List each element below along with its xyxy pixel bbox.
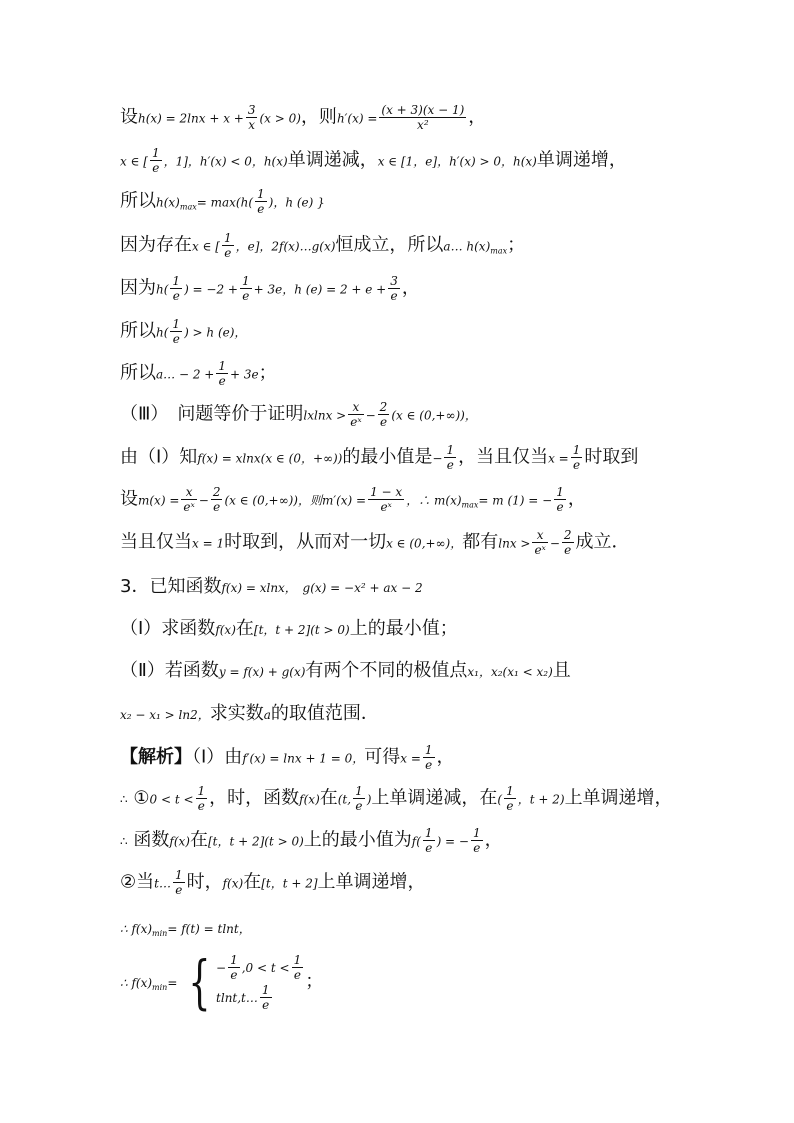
text: 的最小值是: [342, 446, 433, 468]
text: （Ⅱ）若函数: [120, 660, 219, 681]
fraction: $\frac{2}{e}$: [212, 485, 221, 514]
line-20: [120, 917, 251, 939]
line-2: [120, 146, 627, 175]
fraction: $\frac{1}{e}$: [174, 868, 183, 897]
fraction: $\frac{1}{e}$: [172, 317, 181, 346]
line-16-solution: [120, 743, 455, 772]
text: （Ⅲ） 问题等价于证明: [120, 403, 304, 425]
text: 可得: [364, 746, 401, 768]
text: ①: [133, 787, 150, 809]
math: ∴ f(x): [120, 922, 153, 936]
line-14: [120, 660, 571, 682]
math: −: [432, 451, 443, 466]
fraction: $\frac{(x + 3)(x - 1)}{\text{x²}}$: [381, 103, 465, 132]
math: x₁，x₂(x₁ < x₂): [467, 665, 553, 679]
fraction: $\frac{1}{e}$: [223, 231, 232, 260]
math: t…: [154, 876, 171, 891]
text: 在: [243, 871, 262, 893]
math: =: [167, 976, 178, 990]
math: h(x): [156, 195, 180, 210]
text: 设: [120, 488, 138, 510]
line-21-piecewise: [120, 948, 324, 1016]
piecewise-cases: [216, 952, 305, 1012]
text: 当且仅当: [120, 531, 192, 553]
math: f(x) = xlnx(x ∈ (0，+∞)): [197, 451, 343, 466]
text: 因为: [120, 277, 156, 299]
math: −: [549, 536, 560, 551]
math: [t，t + 2]: [261, 876, 318, 891]
text: ，: [468, 106, 487, 128]
text: 上的最小值；: [349, 618, 458, 639]
text: 由（Ⅰ）知: [120, 446, 198, 468]
math: = max(h(: [196, 195, 253, 210]
math: = m (1) = −: [478, 493, 553, 508]
math: a… − 2 +: [156, 367, 215, 382]
math: (x ∈ (0,+∞))，则: [224, 493, 322, 508]
text: 单调递增，: [536, 149, 627, 171]
math: lnx >: [498, 536, 531, 551]
math: + 3e: [229, 367, 259, 382]
text: 因为存在: [120, 234, 192, 256]
math: ∴ f(x): [120, 976, 153, 990]
math: f(x) = xlnx，: [221, 581, 297, 595]
math: = f(t) = tlnt，: [167, 922, 251, 936]
math: ，∴ m(x): [406, 493, 462, 508]
text: ，: [567, 488, 586, 510]
math: ) = −2 +: [184, 282, 238, 297]
subscript: min: [152, 983, 168, 992]
math: m(x) =: [138, 493, 180, 508]
math: −: [198, 493, 209, 508]
fraction: $\frac{3}{x}$: [247, 103, 256, 132]
fraction: $\frac{1}{e}$: [242, 274, 250, 303]
fraction: $\frac{1}{e}$: [506, 784, 514, 813]
math: (x ∈ (0,+∞))，: [391, 408, 477, 423]
math: ，1]，h′(x) < 0，h(x): [163, 154, 288, 169]
math: x ∈ (0,+∞)，: [386, 536, 463, 551]
math: ): [366, 792, 372, 807]
subscript: max: [490, 246, 508, 256]
math: (x > 0): [259, 111, 301, 126]
math: (t,: [337, 792, 352, 807]
math: )，h (e) }: [268, 195, 325, 210]
case-2: tlnt,t… $\frac{1}{e}$: [216, 982, 270, 1012]
fraction: $\frac{x}{\text{eˣ}}$: [183, 485, 195, 514]
math: −: [365, 408, 376, 423]
text: 3．已知函数: [120, 576, 222, 597]
text: （Ⅰ）求函数: [120, 618, 216, 639]
text: 时取到: [584, 446, 639, 468]
text: 恒成立，所以: [335, 234, 444, 256]
text: （Ⅰ）由: [192, 746, 243, 768]
text: 上单调递增，: [564, 787, 673, 809]
fraction: $\frac{1}{e}$: [151, 146, 160, 175]
text: 都有: [462, 531, 499, 553]
text: ；: [258, 362, 277, 384]
line-18: [120, 826, 503, 855]
text: ，则: [300, 106, 337, 128]
line-4: [120, 231, 525, 260]
math: ) > h (e)，: [184, 325, 247, 340]
text: 成立．: [575, 531, 630, 553]
fraction: $\frac{1}{e}$: [218, 359, 226, 388]
text: ②当: [120, 871, 155, 893]
math: 0 < t <: [149, 792, 194, 807]
text: ，: [401, 277, 420, 299]
math: f(x): [169, 834, 190, 849]
fraction: $\frac{1}{e}$: [424, 743, 433, 772]
subscript: min: [152, 929, 168, 938]
fraction: $\frac{1}{e}$: [572, 443, 581, 472]
line-17: [120, 784, 673, 813]
text: 在: [235, 618, 254, 639]
subscript: max: [461, 500, 479, 510]
math: (: [497, 792, 503, 807]
math: ，t + 2): [517, 792, 565, 807]
fraction: $\frac{1}{e}$: [424, 826, 433, 855]
text: 有两个不同的极值点: [305, 660, 468, 681]
line-6: [120, 317, 246, 346]
case-1: − $\frac{1}{e}$ ,0 < t < $\frac{1}{e}$: [216, 952, 302, 982]
fraction: $\frac{1}{e}$: [355, 784, 363, 813]
line-15: [120, 703, 379, 725]
math: + 3e，h (e) = 2 + e +: [253, 282, 387, 297]
math: y = f(x) + g(x): [218, 665, 306, 679]
fraction: $\frac{1}{e}$: [472, 826, 481, 855]
math: x =: [548, 451, 569, 466]
subscript: max: [179, 202, 197, 212]
left-brace: {: [188, 948, 211, 1016]
math: h(: [156, 325, 169, 340]
text: ，: [436, 746, 455, 768]
math: x ∈ [: [120, 154, 148, 169]
math: h(: [156, 282, 169, 297]
math: a: [263, 708, 271, 722]
text: 单调递减，: [287, 149, 378, 171]
text: 时取到，从而对一切: [224, 531, 387, 553]
text: ，当且仅当: [458, 446, 549, 468]
math: a… h(x): [443, 239, 491, 254]
line-7: [120, 359, 277, 388]
text: 的取值范围．: [270, 703, 379, 724]
text: 上单调递减，在: [371, 787, 498, 809]
line-19: [120, 868, 426, 897]
math: f(x): [222, 876, 244, 891]
math: x₂ − x₁ > ln2，: [120, 708, 210, 722]
text: 且: [552, 660, 571, 681]
therefore-symbol: ∴: [120, 834, 128, 849]
math: h(x) = 2lnx + x +: [138, 111, 244, 126]
line-9: [120, 443, 638, 472]
line-8: [120, 400, 477, 429]
math: ，e]，2f(x)…g(x): [235, 239, 336, 254]
math: x ∈ [: [192, 239, 220, 254]
text: 在: [189, 829, 208, 851]
math: x = 1: [192, 536, 225, 551]
text: ，: [484, 829, 503, 851]
text: 上单调递增，: [317, 871, 426, 893]
text: 时，: [186, 871, 223, 893]
text: 在: [319, 787, 338, 809]
line-3: [120, 187, 325, 216]
text: 函数: [133, 829, 170, 851]
line-1: [120, 103, 486, 132]
line-13: [120, 618, 458, 640]
math: ) = −: [436, 834, 469, 849]
text: ；: [305, 971, 324, 992]
math: f(: [411, 834, 421, 849]
line-5: [120, 274, 420, 303]
text: 所以: [120, 320, 156, 342]
text: ，时，函数: [209, 787, 300, 809]
fraction: $\frac{1}{e}$: [197, 784, 206, 813]
math: g(x) = −x² + ax − 2: [302, 581, 423, 595]
fraction: $\frac{x}{\text{eˣ}}$: [534, 528, 546, 557]
fraction: $\frac{1}{e}$: [257, 187, 265, 216]
math: [t，t + 2](t > 0): [253, 623, 350, 637]
fraction: $\frac{x}{\text{eˣ}}$: [350, 400, 362, 429]
math: x ∈ [1，e]，h′(x) > 0，h(x): [377, 154, 537, 169]
math: h′(x) =: [336, 111, 378, 126]
text: 所以: [120, 190, 156, 212]
fraction: $\frac{1 - x}{\text{eˣ}}$: [370, 485, 403, 514]
math: f(x): [299, 792, 320, 807]
line-12-problem-3: [120, 576, 423, 598]
text: 求实数: [209, 703, 264, 724]
fraction: $\frac{2}{e}$: [379, 400, 388, 429]
text: 设: [120, 106, 138, 128]
text: 所以: [120, 362, 156, 384]
math: x =: [400, 751, 421, 766]
fraction: $\frac{2}{e}$: [563, 528, 572, 557]
math: f′(x) = lnx + 1 = 0，: [242, 751, 365, 766]
solution-label: 【解析】: [120, 746, 192, 768]
line-11: [120, 528, 630, 557]
math: m′(x) =: [321, 493, 367, 508]
therefore-symbol: ∴: [120, 792, 128, 807]
line-10: [120, 485, 586, 514]
text: ；: [507, 234, 526, 256]
fraction: $\frac{1}{e}$: [446, 443, 455, 472]
math: f(x): [215, 623, 236, 637]
math: [t，t + 2](t > 0): [207, 834, 304, 849]
fraction: $\frac{3}{e}$: [390, 274, 398, 303]
text: 上的最小值为: [303, 829, 412, 851]
fraction: $\frac{1}{e}$: [556, 485, 564, 514]
math: lxlnx >: [303, 408, 347, 423]
fraction: $\frac{1}{e}$: [172, 274, 181, 303]
